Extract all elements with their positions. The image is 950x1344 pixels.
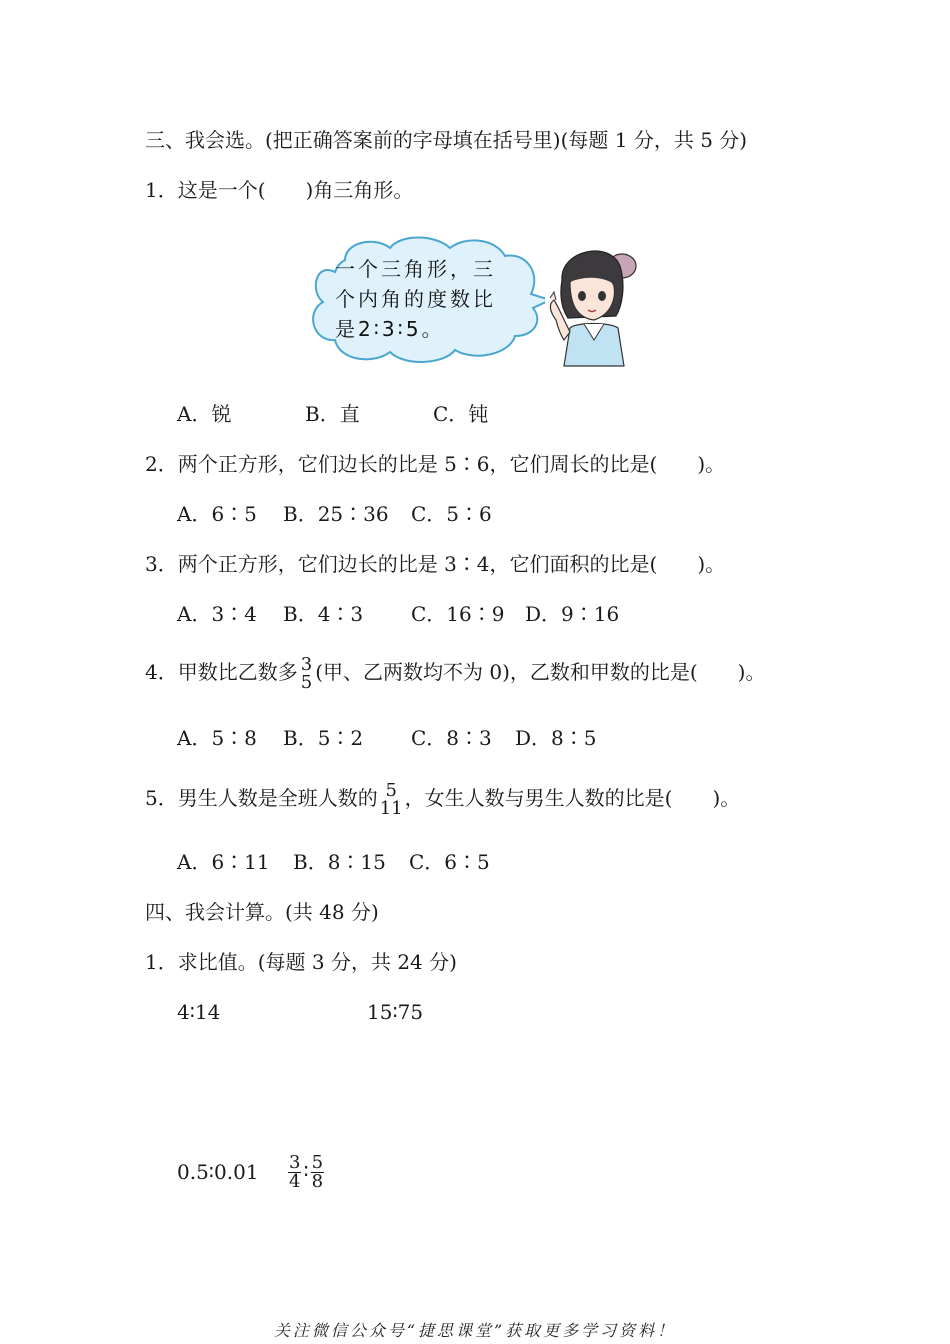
q3-option-b[interactable]: B．4∶3 [283, 602, 364, 626]
bubble-line-2: 个内角的度数比 [335, 287, 496, 311]
bubble-line-3: 是2∶3∶5。 [335, 317, 445, 341]
q2-option-b[interactable]: B．25∶36 [283, 502, 389, 526]
footer-note: 关注微信公众号“捷思课堂”获取更多学习资料！ [273, 1321, 677, 1340]
q4-option-c[interactable]: C．8∶3 [411, 726, 492, 750]
q3-stem: 3．两个正方形，它们边长的比是 3∶4，它们面积的比是( )。 [145, 552, 726, 576]
q4-fraction [300, 653, 313, 693]
q5-option-b[interactable]: B．8∶15 [293, 850, 386, 874]
calc-frac-sep: ∶ [303, 1159, 309, 1183]
q5-fraction [379, 779, 403, 819]
q1-option-a[interactable]: A．锐 [177, 402, 232, 426]
calc-item-1: 4∶14 [177, 1000, 221, 1024]
q4-options [177, 724, 596, 752]
calc-frac-b-num: 5 [311, 1152, 324, 1173]
q4-option-b[interactable]: B．5∶2 [283, 726, 364, 750]
calc-frac-a-den: 4 [289, 1171, 301, 1192]
calc-item-2: 15∶75 [367, 1000, 424, 1024]
q3-option-d[interactable]: D．9∶16 [525, 602, 620, 626]
q5-stem-after: ，女生人数与男生人数的比是( )。 [404, 786, 741, 810]
calc-frac-a-num: 3 [289, 1152, 301, 1173]
q4-option-d[interactable]: D．8∶5 [515, 726, 597, 750]
q4-stem-before: 4．甲数比乙数多 [145, 660, 298, 684]
q5-stem [145, 778, 740, 818]
q2-option-c[interactable]: C．5∶6 [411, 502, 492, 526]
q5-option-a[interactable]: A．6∶11 [177, 850, 270, 874]
girl-illustration-icon [540, 236, 650, 372]
calc-frac-b-den: 8 [311, 1171, 324, 1192]
section3-heading: 三、我会选。(把正确答案前的字母填在括号里)(每题 1 分，共 5 分) [145, 128, 748, 152]
q5-stem-before: 5．男生人数是全班人数的 [145, 786, 378, 810]
bubble-line-1: 一个三角形，三 [335, 257, 496, 281]
q5-options [177, 848, 490, 876]
q3-options [177, 600, 619, 628]
q5-option-c[interactable]: C．6∶5 [409, 850, 490, 874]
q4-stem-after: (甲、乙两数均不为 0)，乙数和甲数的比是( )。 [315, 660, 766, 684]
bubble-text [335, 254, 525, 344]
calc-frac-a [288, 1154, 301, 1191]
section4-sub1: 1．求比值。(每题 3 分，共 24 分) [145, 950, 457, 974]
calc-frac-b [311, 1154, 324, 1191]
q5-frac-den: 11 [379, 797, 403, 819]
q4-frac-den: 5 [300, 671, 313, 693]
calc-item-3: 0.5∶0.01 [177, 1160, 259, 1184]
q4-frac-num: 3 [300, 653, 313, 675]
q2-stem: 2．两个正方形，它们边长的比是 5∶6，它们周长的比是( )。 [145, 452, 726, 476]
q1-stem: 1．这是一个( )角三角形。 [145, 178, 414, 202]
q5-frac-num: 5 [385, 779, 397, 801]
q1-option-c[interactable]: C．钝 [433, 402, 489, 426]
q3-option-c[interactable]: C．16∶9 [411, 602, 505, 626]
q4-option-a[interactable]: A．5∶8 [177, 726, 257, 750]
q4-stem [145, 652, 765, 692]
calc-item-4 [286, 1148, 326, 1194]
q2-options [177, 500, 492, 528]
q3-option-a[interactable]: A．3∶4 [177, 602, 257, 626]
q1-option-b[interactable]: B．直 [305, 402, 360, 426]
q1-options [177, 400, 488, 428]
section4-heading: 四、我会计算。(共 48 分) [145, 900, 379, 924]
q2-option-a[interactable]: A．6∶5 [177, 502, 257, 526]
speech-bubble [305, 232, 545, 370]
